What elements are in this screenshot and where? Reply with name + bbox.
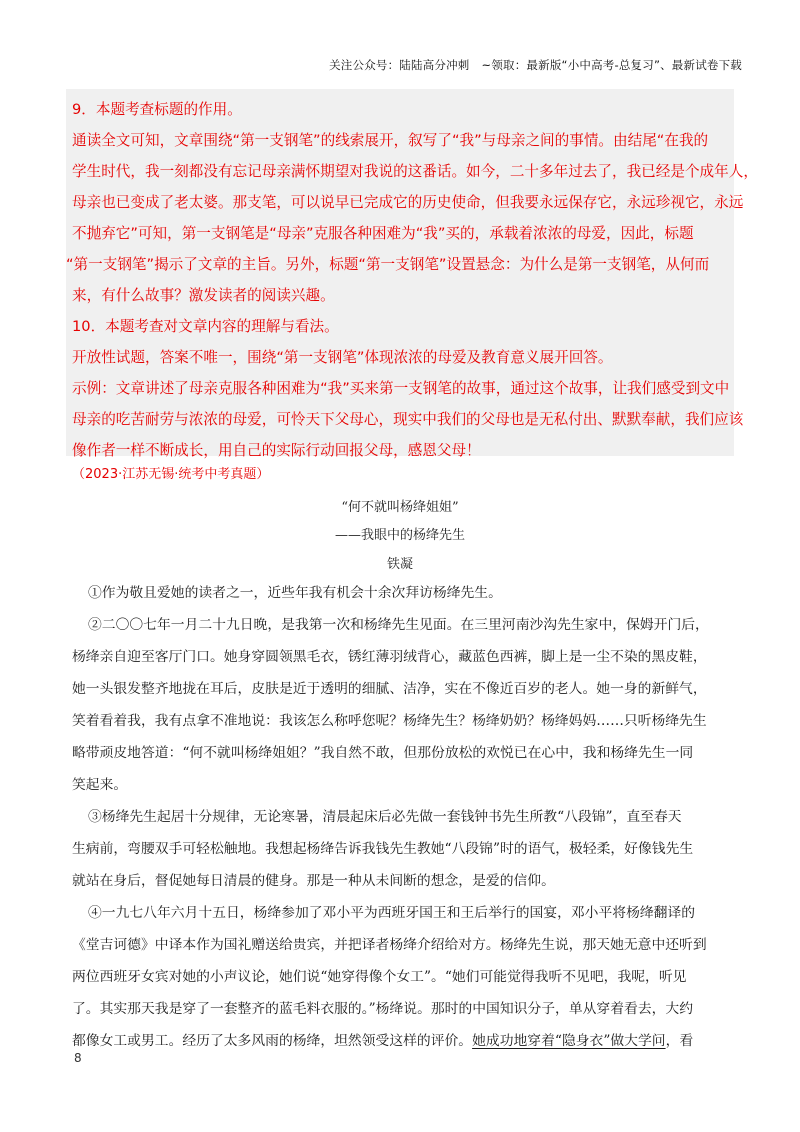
q10-line: 开放性试题，答案不唯一，围绕“第一支钢笔”体现浓浓的母爱及教育意义展开回答。 — [72, 349, 613, 366]
article-title: “何不就叫杨绛姐姐” — [341, 500, 459, 515]
q10-line: 像作者一样不断成长，用自己的实际行动回报父母，感恩父母！ — [72, 442, 481, 459]
paragraph-3-line: 生病前，弯腰双手可轻松触地。我想起杨绛告诉我钱先生教她“八段锦”时的语气，极轻柔，好像钱先生 — [72, 841, 694, 857]
q9-line: “第一支钢笔”揭示了文章的主旨。另外，标题“第一支钢笔”设置悬念：为什么是第一支钢笔，从何而 — [66, 256, 710, 273]
paragraph-3-line: 就站在身后，督促她每日清晨的健身。那是一种从未间断的想念，是爱的信仰。 — [72, 873, 555, 889]
article-author: 铁凝 — [386, 557, 413, 572]
q9-line: 不抛弃它”可知，第一支钢笔是“母亲”克服各种困难为“我”买的，承载着浓浓的母爱，因此，标题 — [72, 225, 694, 242]
paragraph-2-line: 杨绛亲自迎至客厅门口。她身穿圆领黑毛衣，锈红薄羽绒背心，藏蓝色西裤，脚上是一尘不染的黑皮鞋， — [72, 649, 707, 665]
paragraph-2-line: 笑着看着我，我有点拿不准地说：我该怎么称呼您呢？杨绛先生？杨绛奶奶？杨绛妈妈……只听杨绛先生 — [72, 713, 707, 729]
paragraph-4-text: 都像女工或男工。经历了太多风雨的杨绛，坦然领受这样的评价。 — [72, 1033, 473, 1049]
exam-source: （2023·江苏无锡·统考中考真题） — [72, 467, 270, 482]
paragraph-4-line: ④一九七八年六月十五日，杨绛参加了邓小平为西班牙国王和王后举行的国宴，邓小平将杨绛翻译的 — [88, 905, 696, 921]
paragraph-4-line: 了。其实那天我是穿了一套整齐的蓝毛料衣服的。”杨绛说。那时的中国知识分子，单从穿着看去，大约 — [72, 1001, 694, 1017]
q9-line: 学生时代，我一刻都没有忘记母亲满怀期望对我说的这番话。如今，二十多年过去了，我已经是个成年人， — [72, 163, 758, 180]
article-subtitle: ——我眼中的杨绛先生 — [334, 528, 465, 543]
page-header — [329, 57, 742, 73]
q9-title: 9．本题考查标题的作用。 — [72, 101, 242, 118]
paragraph-4-line: 《堂吉诃德》中译本作为国礼赠送给贵宾，并把译者杨绛介绍给对方。杨绛先生说，那天她无意中还听到 — [72, 937, 707, 953]
header-left-text: 关注公众号：陆陆高分冲刺 — [329, 58, 470, 72]
q10-line: 示例：文章讲述了母亲克服各种困难为“我”买来第一支钢笔的故事，通过这个故事，让我们感受到文中 — [72, 380, 730, 397]
paragraph-4-line — [72, 1025, 728, 1057]
paragraph-2-line: 略带顽皮地答道：“何不就叫杨绛姐姐？”我自然不敢，但那份放松的欢悦已在心中，我和杨绛先生一同 — [72, 745, 694, 761]
paragraph-2-line: ②二〇〇七年一月二十九日晚，是我第一次和杨绛先生见面。在三里河南沙沟先生家中，保姆开门后， — [88, 617, 709, 633]
paragraph-4-tail: ，看 — [665, 1033, 694, 1049]
paragraph-3-line: ③杨绛先生起居十分规律，无论寒暑，清晨起床后必先做一套钱钟书先生所教“八段锦”，直至春天 — [88, 809, 682, 825]
q9-line: 母亲也已变成了老太婆。那支笔，可以说早已完成它的历史使命，但我要永远保存它，永远珍视它，永远 — [72, 194, 744, 211]
q10-line: 母亲的吃苦耐劳与浓浓的母爱，可怜天下父母心，现实中我们的父母也是无私付出、默默奉献，我们应该 — [72, 411, 744, 428]
paragraph-1: ①作为敬且爱她的读者之一，近些年我有机会十余次拜访杨绛先生。 — [88, 585, 502, 601]
page-number: 8 — [74, 1051, 82, 1065]
paragraph-2-line: 笑起来。 — [72, 777, 128, 793]
underlined-sentence: 她成功地穿着“隐身衣”做大学问 — [472, 1033, 666, 1049]
q9-line: 来，有什么故事？激发读者的阅读兴趣。 — [72, 287, 335, 304]
header-right-text: ~领取：最新版“小中高考-总复习”、最新试卷下载 — [481, 58, 742, 72]
paragraph-4-line: 两位西班牙女宾对她的小声议论，她们说“她穿得像个女工”。“她们可能觉得我听不见吧，我呢，听见 — [72, 969, 687, 985]
q10-title: 10．本题考查对文章内容的理解与看法。 — [72, 318, 339, 335]
q9-line: 通读全文可知，文章围绕“第一支钢笔”的线索展开，叙写了“我”与母亲之间的事情。由结尾“在我的 — [72, 132, 709, 149]
paragraph-2-line: 她一头银发整齐地拢在耳后，皮肤是近于透明的细腻、洁净，实在不像近百岁的老人。她一身的新鲜气， — [72, 681, 707, 697]
